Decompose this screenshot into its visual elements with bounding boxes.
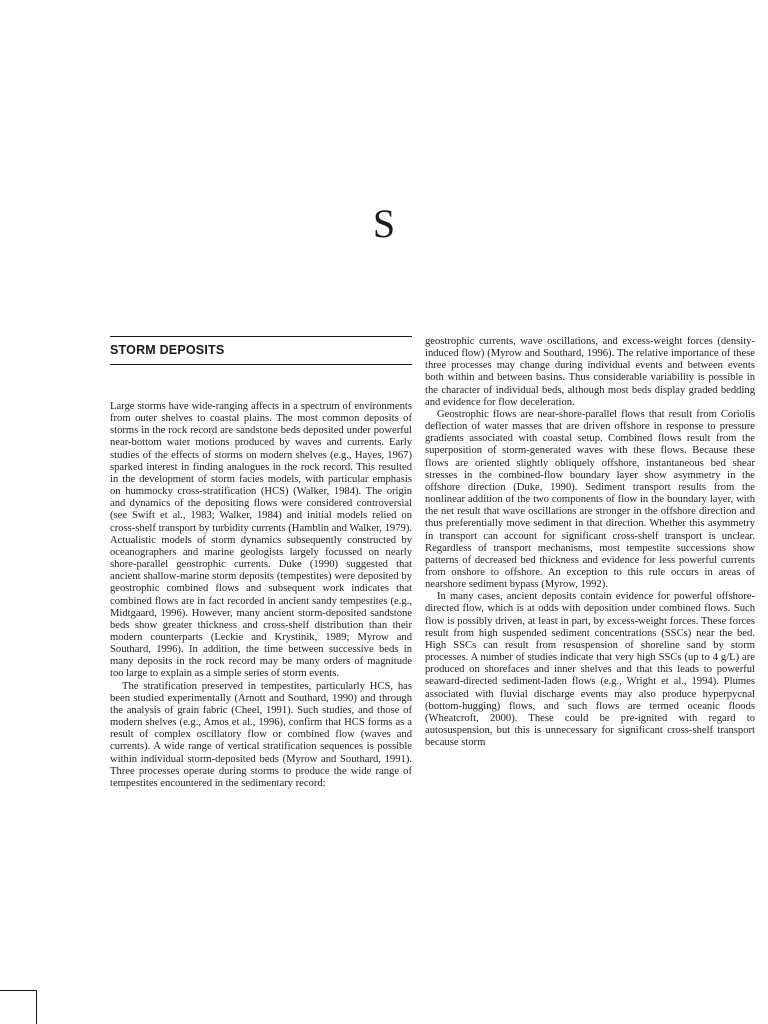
- left-column: [110, 336, 412, 790]
- right-paragraph-2: Geostrophic flows are near-shore-parallel flows that result from Coriolis deflection of water masses that are driven offshore in response to pressure gradients associated with coastal setup. Combined flows result from the superposition of storm-generated waves with these flows. Because these flows are oriented slightly obliquely offshore, instantaneous bed shear stresses in the combined-flow boundary layer show asymmetry in the offshore direction (Duke, 1990). Sediment transport results from the nonlinear addition of the two components of flow in the boundary layer, with the net result that wave oscillations are stronger in the offshore direction and thus preferentially move sediment in that direction. Whether this asymmetry in transport can account for significant cross-shelf transport is unclear. Regardless of transport mechanisms, most tempestite successions show patterns of decreased bed thickness and evidence for less powerful currents from onshore to offshore. An exception to this rule occurs in areas of nearshore sediment bypass (Myrow, 1992).: [425, 408, 755, 591]
- right-paragraph-1: geostrophic currents, wave oscillations, and excess-weight forces (density-induced flow) (Myrow and Southard, 1996). The relative importance of these three processes may change during individual events and between events both within and between basins. Thus considerable variability is possible in the character of individual beds, although most beds display graded bedding and evidence for flow deceleration.: [425, 336, 755, 408]
- left-paragraph-2: The stratification preserved in tempestites, particularly HCS, has been studied experimentally (Arnott and Southard, 1990) and through the analysis of grain fabric (Cheel, 1991). Such studies, and those of modern shelves (e.g., Amos et al., 1996), confirm that HCS forms as a result of complex oscillatory flow or combined flow (waves and currents). A wide range of vertical stratification sequences is possible within individual storm-deposited beds (Myrow and Southard, 1991). Three processes operate during storms to produce the wide range of tempestites encountered in the sedimentary record:: [110, 680, 412, 789]
- right-paragraph-3: In many cases, ancient deposits contain evidence for powerful offshore-directed flow, which is at odds with deposition under combined flows. Such flow is possibly driven, at least in part, by excess-weight forces. These forces result from high suspended sediment concentrations (SSCs) near the bed. High SSCs can result from resuspension of shoreline sand by storm processes. A number of studies indicate that very high SSCs (up to 4 g/L) are produced on shorefaces and inner shelves and that this leads to powerful seaward-directed sediment-laden flows (e.g., Wright et al., 1994). Plumes associated with fluvial discharge events may also produce hyperpycnal (bottom-hugging) flows, and such flows are termed oceanic floods (Wheatcroft, 2000). These could be pre-ignited with regard to autosuspension, but this is unnecessary for significant cross-shelf transport because storm: [425, 591, 755, 749]
- right-column: [425, 336, 755, 749]
- section-letter: S: [372, 201, 396, 246]
- crop-mark-vertical: [36, 990, 37, 1024]
- crop-mark-horizontal: [0, 990, 36, 991]
- left-paragraph-1: Large storms have wide-ranging affects in a spectrum of environments from outer shelves to coastal plains. The most common deposits of storms in the rock record are sandstone beds deposited under powerful near-bottom water motions produced by waves and currents. Early studies of the effects of storms on modern shelves (e.g., Hayes, 1967) sparked interest in finding analogues in the rock record. This resulted in the development of storm facies models, with particular emphasis on hummocky cross-stratification (HCS) (Walker, 1984). The origin and dynamics of the depositing flows were considered controversial (see Swift et al., 1983; Walker, 1984) and initial models relied on cross-shelf transport by turbidity currents (Hamblin and Walker, 1979). Actualistic models of storm dynamics subsequently constructed by oceanographers and marine geologists largely focussed on nearly shore-parallel geostrophic currents. Duke (1990) suggested that ancient shallow-marine storm deposits (tempestites) were deposited by geostrophic combined flows and subsequent work indicates that combined flows are in fact recorded in ancient sandy tempestites (e.g., Midtgaard, 1996). However, many ancient storm-deposited sandstone beds show greater thickness and cross-shelf distribution than their modern counterparts (Leckie and Krystinik, 1989; Myrow and Southard, 1996). In addition, the time between successive beds in many deposits in the rock record may be many orders of magnitude too large to explain as a simple series of storm events.: [110, 401, 412, 680]
- entry-title: STORM DEPOSITS: [110, 343, 225, 357]
